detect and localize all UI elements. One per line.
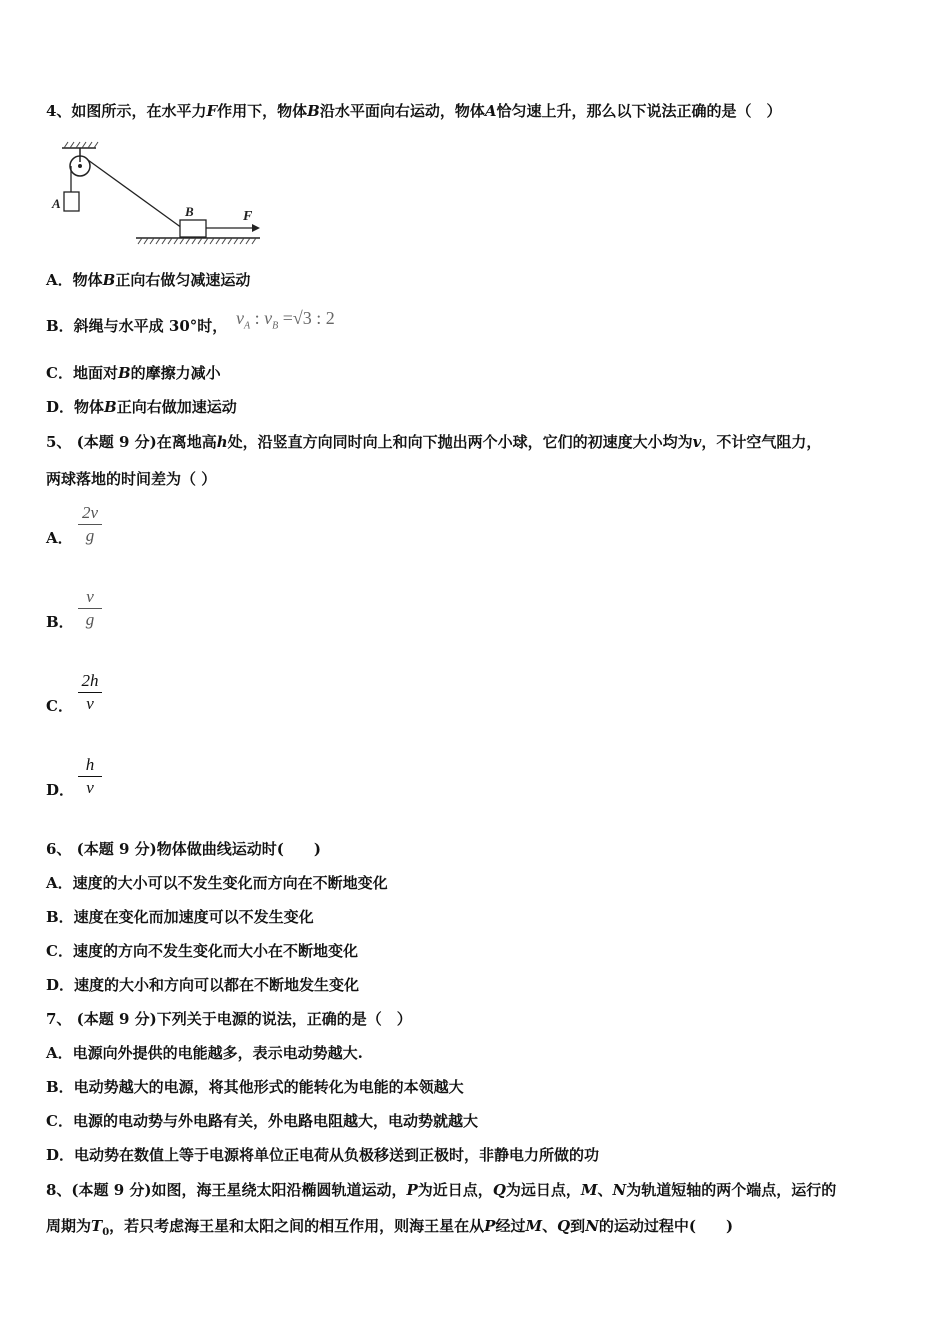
option-text: 正向右做匀减速运动: [115, 271, 251, 289]
q6-option-C[interactable]: [46, 941, 358, 961]
fraction-denominator: g: [85, 610, 95, 629]
q5-option-A[interactable]: [46, 528, 73, 548]
q8-var-P: P: [484, 1217, 496, 1235]
block-A: [64, 192, 79, 211]
q8-var-T: T: [91, 1217, 103, 1235]
q4-option-D[interactable]: [46, 397, 237, 417]
q8-stem-text: 、: [597, 1181, 613, 1199]
q6-option-D[interactable]: [46, 975, 359, 995]
fraction-numerator: 2v: [81, 503, 99, 522]
label-A: A: [52, 196, 61, 211]
option-text: B．斜绳与水平成 30°时，: [46, 317, 228, 335]
q7-option-B[interactable]: [46, 1077, 464, 1097]
q8-var-N: N: [612, 1181, 627, 1199]
q4-option-C[interactable]: [46, 363, 221, 383]
fraction-denominator: g: [85, 526, 95, 545]
option-text: C．速度的方向不发生变化而大小在不断地变化: [46, 942, 358, 960]
q4-option-A[interactable]: [46, 270, 250, 290]
q8-var-N: N: [585, 1217, 599, 1235]
q4-var-A: A: [484, 102, 497, 120]
q4-stem-text: 恰匀速上升，那么以下说法正确的是（ ）: [496, 102, 782, 120]
q8-stem-text: 为远日点，: [505, 1181, 581, 1199]
option-text: D．速度的大小和方向可以都在不断地发生变化: [46, 976, 360, 994]
q4-option-B-formula: [236, 308, 335, 332]
q8-stem-line1: [46, 1180, 836, 1200]
q4-stem-text: 4、如图所示，在水平力: [46, 102, 207, 120]
option-label: A．: [46, 529, 73, 547]
q7-option-D[interactable]: [46, 1145, 599, 1165]
q8-var-M: M: [525, 1217, 543, 1235]
option-text: B．速度在变化而加速度可以不发生变化: [46, 908, 314, 926]
q8-stem-text: ，若只考虑海王星和太阳之间的相互作用，则海王星在从: [109, 1217, 485, 1235]
q4-option-B[interactable]: [46, 316, 227, 336]
q8-stem-line2: [46, 1216, 733, 1243]
q4-stem: [46, 101, 781, 121]
q5-stem-text: 处，沿竖直方向同时向上和向下抛出两个小球，它们的初速度大小均为: [227, 433, 693, 451]
q5-option-C[interactable]: [46, 696, 73, 716]
q8-var-Q: Q: [557, 1217, 571, 1235]
q8-stem-text: 、: [542, 1217, 558, 1235]
q4-var-B: B: [307, 102, 320, 120]
q5-stem-text: 5、 (本题 9 分)在离地高: [46, 433, 217, 451]
q4-stem-text: 沿水平面向右运动，物体: [319, 102, 485, 120]
q5-option-D[interactable]: [46, 780, 74, 800]
q8-var-Q: Q: [492, 1181, 506, 1199]
option-text: C．地面对: [46, 364, 118, 382]
option-text: 正向右做加速运动: [116, 398, 237, 416]
q4-var-F: F: [206, 102, 218, 120]
formula-vA: v: [236, 308, 244, 328]
q8-stem-text: 为轨道短轴的两个端点，运行的: [626, 1181, 837, 1199]
q5-option-D-fraction: [76, 754, 104, 799]
q5-option-B[interactable]: [46, 612, 74, 632]
q8-var-P: P: [406, 1181, 418, 1199]
q7-stem: [46, 1009, 412, 1029]
block-B: [180, 220, 206, 237]
fraction-numerator: v: [86, 587, 94, 606]
formula-rest: =√3 : 2: [278, 308, 335, 328]
q8-var-M: M: [580, 1181, 598, 1199]
fraction-numerator: 2h: [81, 671, 99, 690]
q4-var-B: B: [102, 271, 116, 289]
q4-var-B: B: [117, 364, 131, 382]
option-text: B．电动势越大的电源，将其他形式的能转化为电能的本领越大: [46, 1078, 464, 1096]
option-text: A．速度的大小可以不发生变化而方向在不断地变化: [46, 874, 388, 892]
q8-var-T-sub: 0: [102, 1227, 110, 1238]
label-B: B: [185, 204, 194, 219]
rope-oblique: [88, 160, 182, 228]
q4-stem-text: 作用下，物体: [217, 102, 308, 120]
q8-stem-text: 8、(本题 9 分)如图，海王星绕太阳沿椭圆轨道运动，: [46, 1181, 407, 1199]
q6-stem-text: 6、 (本题 9 分)物体做曲线运动时( ): [46, 840, 321, 858]
q6-option-A[interactable]: [46, 873, 388, 893]
option-text: C．电源的电动势与外电路有关，外电路电阻越大，电动势就越大: [46, 1112, 478, 1130]
q5-var-h: h: [216, 433, 228, 451]
q8-stem-text: 为近日点，: [417, 1181, 493, 1199]
option-label: C．: [46, 697, 73, 715]
q5-option-B-fraction: [76, 586, 104, 631]
q5-option-C-fraction: [76, 670, 104, 715]
option-label: D．: [46, 781, 75, 799]
force-arrowhead: [252, 224, 260, 232]
q7-option-C[interactable]: [46, 1111, 478, 1131]
ground-hatch: [138, 238, 256, 244]
q5-var-v: v: [692, 433, 702, 451]
q5-stem-text: 两球落地的时间差为（ ）: [46, 470, 217, 488]
q5-stem-line2: [46, 469, 216, 489]
q7-option-A[interactable]: [46, 1043, 363, 1063]
q6-stem: [46, 839, 321, 859]
formula-subA: A: [244, 320, 251, 332]
pulley-axle: [78, 164, 82, 168]
option-text: A．物体: [46, 271, 103, 289]
q8-stem-text: 周期为: [46, 1217, 92, 1235]
option-label: B．: [46, 613, 74, 631]
q8-stem-text: 经过: [495, 1217, 526, 1235]
option-text: A．电源向外提供的电能越多，表示电动势越大.: [46, 1044, 363, 1062]
q5-stem-text: ，不计空气阻力，: [701, 433, 822, 451]
option-text: D．物体: [46, 398, 105, 416]
fraction-denominator: v: [86, 778, 94, 797]
formula-colon: :: [250, 308, 265, 328]
q4-var-B: B: [104, 398, 117, 416]
option-text: D．电动势在数值上等于电源将单位正电荷从负极移送到正极时，非静电力所做的功: [46, 1146, 600, 1164]
q8-stem-text: 的运动过程中( ): [598, 1217, 734, 1235]
q6-option-B[interactable]: [46, 907, 314, 927]
fraction-numerator: h: [85, 755, 95, 774]
q8-stem-text: 到: [570, 1217, 586, 1235]
q5-stem-line1: [46, 432, 821, 452]
option-text: 的摩擦力减小: [130, 364, 221, 382]
label-F: F: [243, 209, 253, 224]
q7-stem-text: 7、 (本题 9 分)下列关于电源的说法，正确的是（ ）: [46, 1010, 412, 1028]
formula-subB: B: [272, 320, 279, 332]
ceiling-hatch: [64, 142, 98, 148]
fraction-denominator: v: [86, 694, 94, 713]
pulley-diagram: [44, 140, 266, 248]
formula-vB: v: [264, 308, 273, 328]
q5-option-A-fraction: [76, 502, 104, 547]
